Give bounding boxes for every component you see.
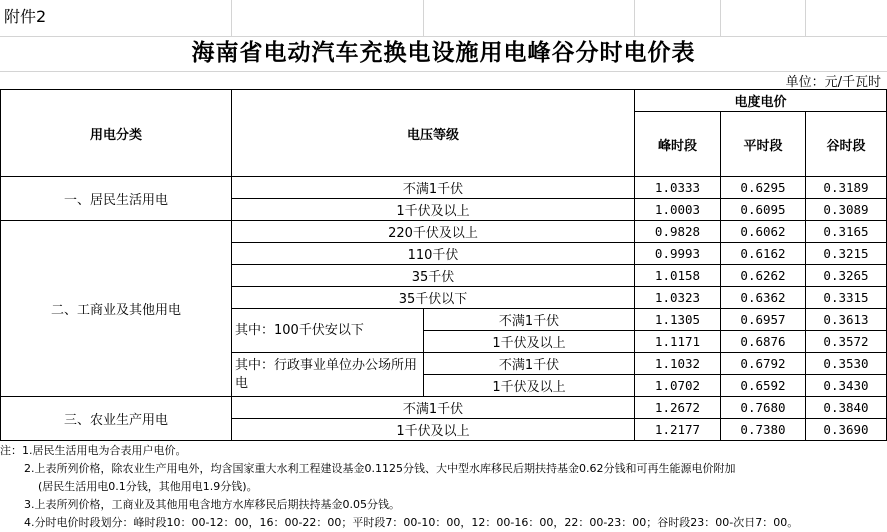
valley-cell: 0.3840 xyxy=(806,397,887,419)
grid-line xyxy=(805,0,806,36)
group-residential: 一、居民生活用电 xyxy=(1,177,232,221)
flat-cell: 0.6792 xyxy=(721,353,806,375)
header-price: 电度电价 xyxy=(635,90,887,112)
note-line: 注：1.居民生活用电为合表用户电价。 xyxy=(0,444,187,457)
note-line: (居民生活用电0.1分钱，其他用电1.9分钱)。 xyxy=(38,480,258,493)
notes xyxy=(0,442,887,532)
subgroup-100kva: 其中：100千伏安以下 xyxy=(232,309,424,353)
voltage-cell: 不满1千伏 xyxy=(232,397,635,419)
valley-cell: 0.3315 xyxy=(806,287,887,309)
price-table xyxy=(0,89,887,441)
valley-cell: 0.3215 xyxy=(806,243,887,265)
valley-cell: 0.3189 xyxy=(806,177,887,199)
voltage-cell: 不满1千伏 xyxy=(424,309,635,331)
flat-cell: 0.6295 xyxy=(721,177,806,199)
valley-cell: 0.3089 xyxy=(806,199,887,221)
voltage-cell: 35千伏 xyxy=(232,265,635,287)
peak-cell: 1.2672 xyxy=(635,397,721,419)
flat-cell: 0.6095 xyxy=(721,199,806,221)
peak-cell: 0.9993 xyxy=(635,243,721,265)
peak-cell: 1.0333 xyxy=(635,177,721,199)
voltage-cell: 220千伏及以上 xyxy=(232,221,635,243)
peak-cell: 1.0003 xyxy=(635,199,721,221)
header-peak: 峰时段 xyxy=(635,112,721,177)
peak-cell: 1.0323 xyxy=(635,287,721,309)
grid-line xyxy=(423,0,424,36)
valley-cell: 0.3165 xyxy=(806,221,887,243)
valley-cell: 0.3572 xyxy=(806,331,887,353)
grid-line xyxy=(720,0,721,36)
grid-line xyxy=(0,71,887,72)
header-flat: 平时段 xyxy=(721,112,806,177)
flat-cell: 0.6876 xyxy=(721,331,806,353)
flat-cell: 0.6162 xyxy=(721,243,806,265)
table-row xyxy=(1,221,887,243)
page-title: 海南省电动汽车充换电设施用电峰谷分时电价表 xyxy=(191,40,696,66)
flat-cell: 0.7680 xyxy=(721,397,806,419)
peak-cell: 1.0158 xyxy=(635,265,721,287)
peak-cell: 1.0702 xyxy=(635,375,721,397)
voltage-cell: 1千伏及以上 xyxy=(232,419,635,441)
grid-line xyxy=(231,0,232,36)
flat-cell: 0.6957 xyxy=(721,309,806,331)
unit-label: 单位：元/千瓦时 xyxy=(785,75,881,90)
group-industrial: 二、工商业及其他用电 xyxy=(1,221,232,397)
valley-cell: 0.3530 xyxy=(806,353,887,375)
peak-cell: 1.2177 xyxy=(635,419,721,441)
header-voltage: 电压等级 xyxy=(232,90,635,177)
voltage-cell: 1千伏及以上 xyxy=(232,199,635,221)
voltage-cell: 110千伏 xyxy=(232,243,635,265)
note-line: 4.分时电价时段划分：峰时段10：00-12：00，16：00-22：00；平时段7：00-10：00，12：00-16：00，22：00-23：00；谷时段23：00-次日7：00。 xyxy=(24,516,799,529)
valley-cell: 0.3690 xyxy=(806,419,887,441)
subgroup-admin: 其中：行政事业单位办公场所用电 xyxy=(232,353,424,397)
peak-cell: 0.9828 xyxy=(635,221,721,243)
valley-cell: 0.3430 xyxy=(806,375,887,397)
peak-cell: 1.1171 xyxy=(635,331,721,353)
attachment-label: 附件2 xyxy=(4,7,47,26)
grid-line xyxy=(634,0,635,36)
table-row xyxy=(1,397,887,419)
header-category: 用电分类 xyxy=(1,90,232,177)
note-line: 2.上表所列价格，除农业生产用电外，均含国家重大水利工程建设基金0.1125分钱、大中型水库移民后期扶持基金0.62分钱和可再生能源电价附加 xyxy=(24,462,736,475)
table-row xyxy=(1,177,887,199)
voltage-cell: 不满1千伏 xyxy=(424,353,635,375)
peak-cell: 1.1032 xyxy=(635,353,721,375)
flat-cell: 0.6062 xyxy=(721,221,806,243)
voltage-cell: 不满1千伏 xyxy=(232,177,635,199)
note-line: 3.上表所列价格，工商业及其他用电含地方水库移民后期扶持基金0.05分钱。 xyxy=(24,498,400,511)
flat-cell: 0.7380 xyxy=(721,419,806,441)
valley-cell: 0.3265 xyxy=(806,265,887,287)
flat-cell: 0.6362 xyxy=(721,287,806,309)
flat-cell: 0.6592 xyxy=(721,375,806,397)
peak-cell: 1.1305 xyxy=(635,309,721,331)
header-valley: 谷时段 xyxy=(806,112,887,177)
voltage-cell: 1千伏及以上 xyxy=(424,331,635,353)
valley-cell: 0.3613 xyxy=(806,309,887,331)
group-agriculture: 三、农业生产用电 xyxy=(1,397,232,441)
voltage-cell: 1千伏及以上 xyxy=(424,375,635,397)
voltage-cell: 35千伏以下 xyxy=(232,287,635,309)
flat-cell: 0.6262 xyxy=(721,265,806,287)
